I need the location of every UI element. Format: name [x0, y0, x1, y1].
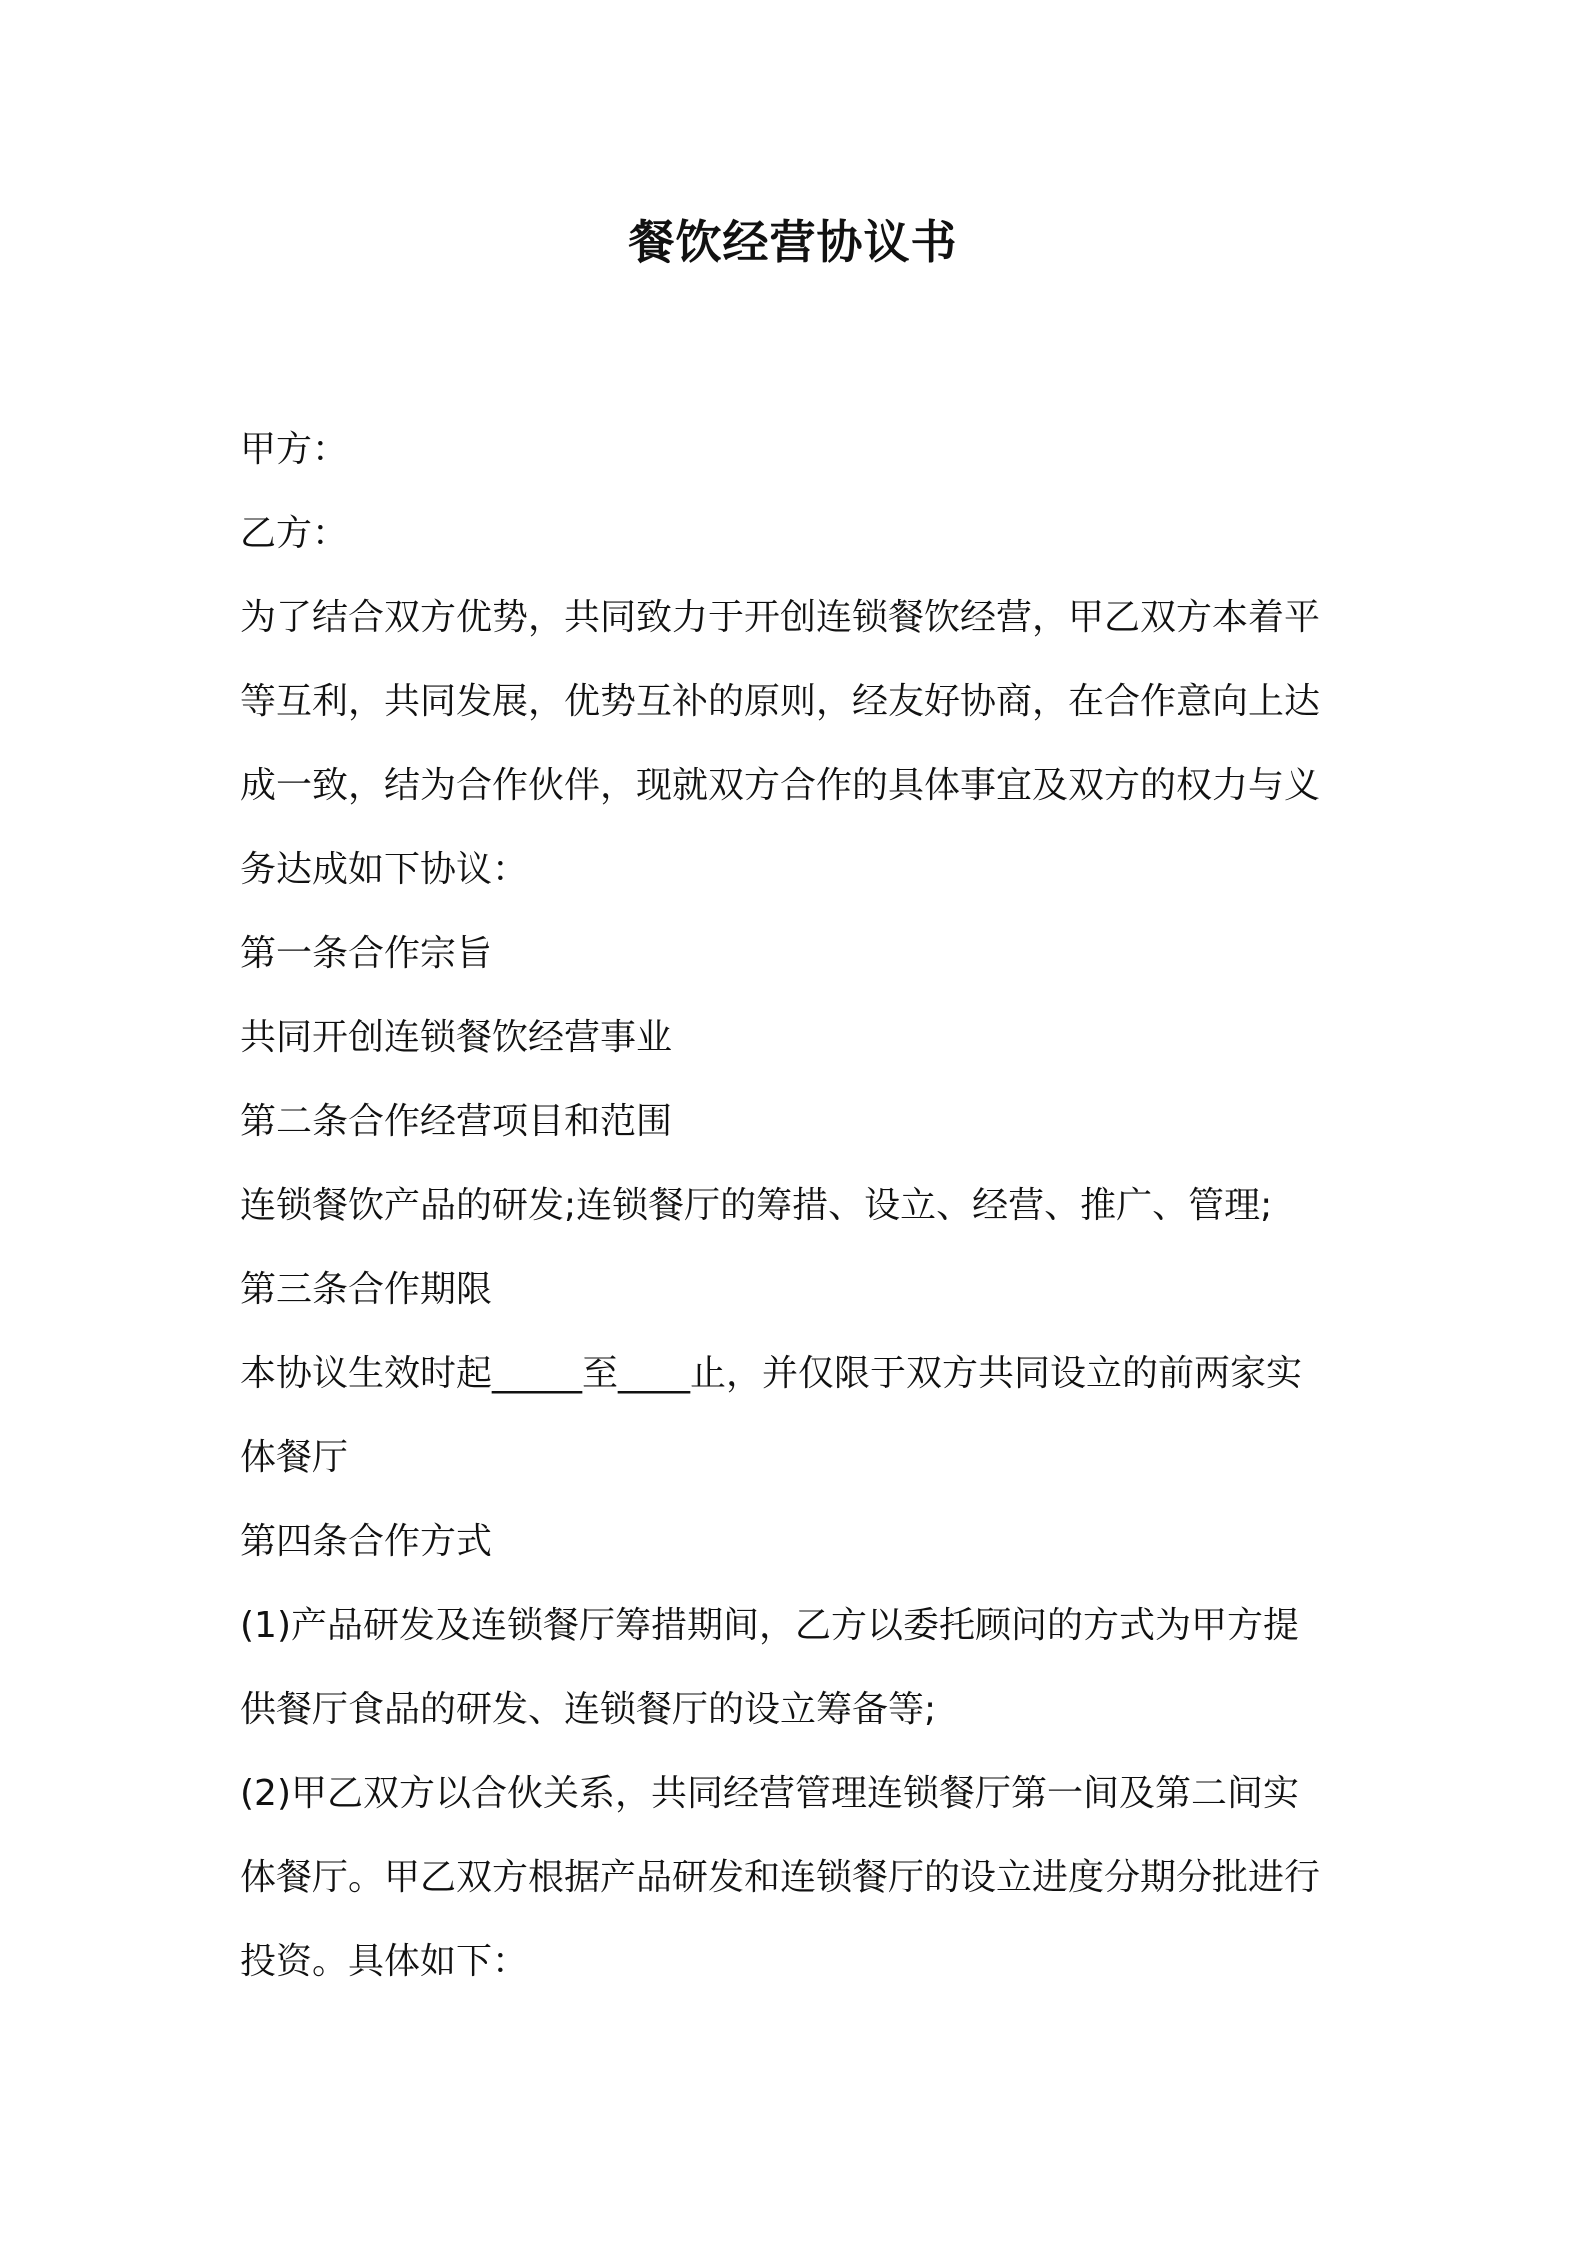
article-4-item-1-line-2: 供餐厅食品的研发、连锁餐厅的设立筹备等;	[240, 1689, 937, 1730]
article-3-text-line-2: 体餐厅	[240, 1437, 349, 1478]
article-4-item-1-line-1: (1)产品研发及连锁餐厅筹措期间，乙方以委托顾问的方式为甲方提	[240, 1605, 1299, 1646]
article-2-heading: 第二条合作经营项目和范围	[240, 1101, 673, 1142]
party-b-line: 乙方：	[240, 513, 349, 554]
preamble-line-2: 等互利，共同发展，优势互补的原则，经友好协商，在合作意向上达	[240, 681, 1321, 722]
article-2-text: 连锁餐饮产品的研发;连锁餐厅的筹措、设立、经营、推广、管理;	[240, 1185, 1273, 1226]
preamble-line-3: 成一致，结为合作伙伴，现就双方合作的具体事宜及双方的权力与义	[240, 765, 1321, 806]
article-4-item-2-line-3: 投资。具体如下：	[240, 1941, 529, 1982]
preamble-line-1: 为了结合双方优势，共同致力于开创连锁餐饮经营，甲乙双方本着平	[240, 597, 1321, 638]
party-a-line: 甲方：	[240, 429, 349, 470]
article-4-heading: 第四条合作方式	[240, 1521, 493, 1562]
article-3-text-line-1: 本协议生效时起_____至____止，并仅限于双方共同设立的前两家实	[240, 1353, 1303, 1394]
document-title: 餐饮经营协议书	[628, 215, 958, 269]
document-body	[240, 408, 1360, 2004]
article-3-heading: 第三条合作期限	[240, 1269, 493, 1310]
article-4-item-2-line-1: (2)甲乙双方以合伙关系，共同经营管理连锁餐厅第一间及第二间实	[240, 1773, 1299, 1814]
article-1-text: 共同开创连锁餐饮经营事业	[240, 1017, 673, 1058]
preamble-line-4: 务达成如下协议：	[240, 849, 529, 890]
article-4-item-2-line-2: 体餐厅。甲乙双方根据产品研发和连锁餐厅的设立进度分期分批进行	[240, 1857, 1321, 1898]
article-1-heading: 第一条合作宗旨	[240, 933, 493, 974]
